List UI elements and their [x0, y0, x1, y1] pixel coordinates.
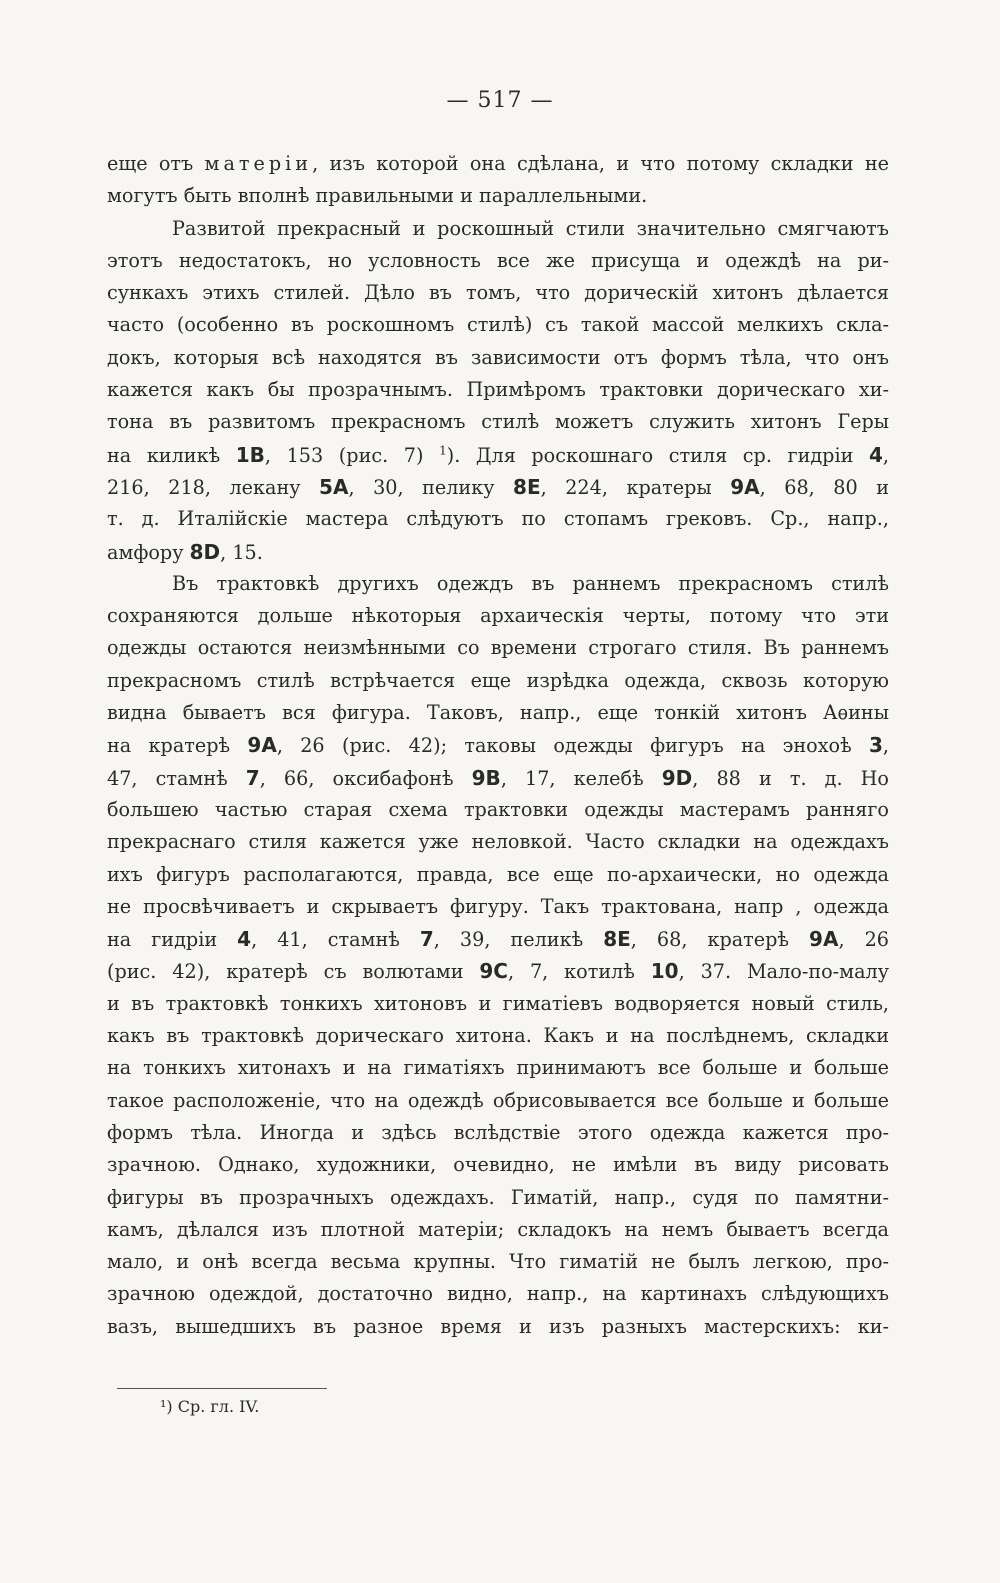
- page-number: — 517 —: [446, 88, 554, 113]
- text-line: зрачною одеждой, достаточно видно, напр., на картинахъ слѣдующихъ: [107, 1282, 889, 1306]
- text-line: какъ въ трактовкѣ дорическаго хитона. Какъ и на послѣднемъ, складки: [107, 1024, 889, 1048]
- text-line: докъ, которыя всѣ находятся въ зависимости отъ формъ тѣла, что онъ: [107, 345, 889, 369]
- text-line: еще отъ матеріи, изъ которой она сдѣлана, и что потому складки не: [107, 152, 890, 175]
- text-line: амфору 8D, 15.: [107, 539, 263, 564]
- text-line: сохраняются дольше нѣкоторыя архаическія черты, потому что эти: [107, 604, 889, 628]
- text-line: на гидріи 4, 41, стамнѣ 7, 39, пеликѣ 8E, 68, кратерѣ 9A, 26: [107, 927, 889, 952]
- text-line: не просвѣчиваетъ и скрываетъ фигуру. Такъ трактована, напр , одежда: [107, 894, 889, 918]
- text-line: мало, и онѣ всегда весьма крупны. Что гиматій не былъ легкою, про-: [107, 1250, 889, 1274]
- text-line: одежды остаются неизмѣнными со времени строгаго стиля. Въ раннемъ: [107, 636, 889, 660]
- text-line: на киликѣ 1B, 153 (рис. 7) $^1$). Для роскошнаго стиля ср. гидріи 4,: [107, 442, 890, 467]
- footnote: ¹) Ср. гл. IV.: [160, 1397, 260, 1416]
- text-line: 216, 218, лекану 5A, 30, пелику 8E, 224, кратеры 9A, 68, 80 и: [107, 474, 889, 499]
- text-line: тона въ развитомъ прекрасномъ стилѣ можетъ служить хитонъ Геры: [107, 410, 889, 434]
- text-line: на кратерѣ 9A, 26 (рис. 42); таковы одежды фигуръ на энохоѣ 3,: [107, 733, 890, 758]
- text-line: т. д. Италійскіе мастера слѣдуютъ по стопамъ грековъ. Ср., напр.,: [107, 507, 889, 531]
- text-line: на тонкихъ хитонахъ и на гиматіяхъ принимаютъ все больше и больше: [107, 1056, 889, 1080]
- text-line: Въ трактовкѣ другихъ одеждъ въ раннемъ прекрасномъ стилѣ: [172, 571, 889, 595]
- text-line: (рис. 42), кратерѣ съ волютами 9C, 7, котилѣ 10, 37. Мало-по-малу: [107, 959, 889, 984]
- text-line: этотъ недостатокъ, но условность все же присуща и одеждѣ на ри-: [107, 248, 889, 272]
- footnote-rule: [117, 1388, 327, 1389]
- text-line: 47, стамнѣ 7, 66, оксибафонѣ 9B, 17, келебѣ 9D, 88 и т. д. Но: [107, 765, 889, 790]
- text-line: часто (особенно въ роскошномъ стилѣ) съ такой массой мелкихъ скла-: [107, 313, 889, 337]
- text-line: вазъ, вышедшихъ въ разное время и изъ разныхъ мастерскихъ: ки-: [107, 1314, 889, 1338]
- text-line: ихъ фигуръ располагаются, правда, все еще по-архаически, но одежда: [107, 862, 889, 886]
- text-line: Развитой прекрасный и роскошный стили значительно смягчаютъ: [172, 216, 889, 240]
- text-line: формъ тѣла. Иногда и здѣсь вслѣдствіе этого одежда кажется про-: [107, 1120, 889, 1144]
- text-line: видна бываетъ вся фигура. Таковъ, напр., еще тонкій хитонъ Аѳины: [107, 701, 889, 725]
- text-line: прекрасномъ стилѣ встрѣчается еще изрѣдка одежда, сквозь которую: [107, 668, 889, 692]
- text-line: и въ трактовкѣ тонкихъ хитоновъ и гиматіевъ водворяется новый стиль,: [107, 991, 889, 1015]
- text-line: кажется какъ бы прозрачнымъ. Примѣромъ трактовки дорическаго хи-: [107, 378, 889, 402]
- text-line: фигуры въ прозрачныхъ одеждахъ. Гиматій, напр., судя по памятни-: [107, 1185, 889, 1209]
- text-line: сункахъ этихъ стилей. Дѣло въ томъ, что дорическій хитонъ дѣлается: [107, 281, 889, 305]
- text-line: камъ, дѣлался изъ плотной матеріи; складокъ на немъ бываетъ всегда: [107, 1217, 889, 1241]
- text-line: такое расположеніе, что на одеждѣ обрисовывается все больше и больше: [107, 1088, 889, 1112]
- body-text: [107, 148, 889, 1343]
- text-line: прекраснаго стиля кажется уже неловкой. Часто складки на одеждахъ: [107, 830, 889, 854]
- text-line: могутъ быть вполнѣ правильными и параллельными.: [107, 184, 648, 208]
- text-line: зрачною. Однако, художники, очевидно, не имѣли въ виду рисовать: [107, 1153, 889, 1177]
- text-line: большею частью старая схема трактовки одежды мастерамъ ранняго: [107, 797, 889, 821]
